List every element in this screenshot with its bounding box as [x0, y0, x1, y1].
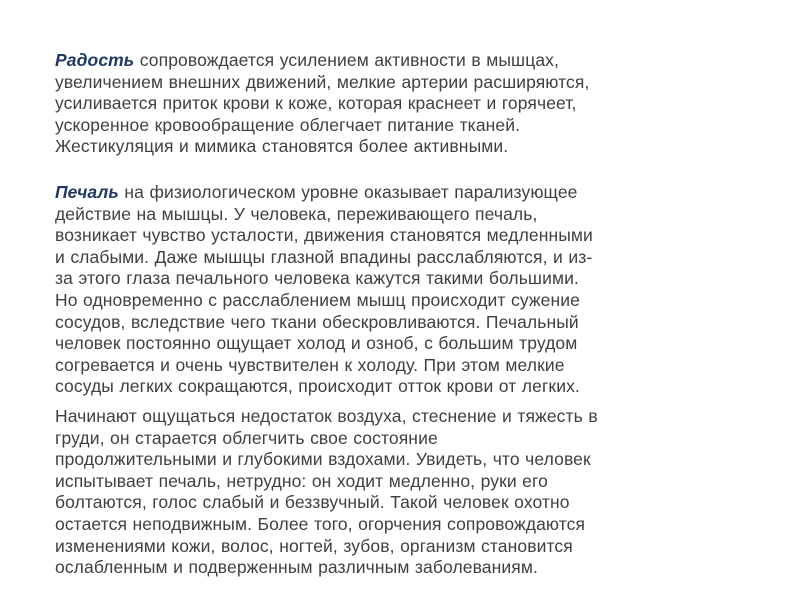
text-line: груди, он старается облегчить свое состояние	[55, 427, 438, 448]
text-line	[55, 182, 725, 204]
paragraph-joy	[55, 50, 725, 158]
paragraph-sadness	[55, 182, 725, 398]
text-line: усиливается приток крови к коже, которая краснеет и горячеет,	[55, 93, 577, 114]
text-line: ослабленным и подверженным различным заболеваниям.	[55, 557, 538, 578]
text-line: сосуды легких сокращаются, происходит отток крови от легких.	[55, 376, 580, 397]
text-line: за этого глаза печального человека кажутся такими большими.	[55, 268, 579, 289]
text-fragment: сопровождается усилением активности в мышцах,	[134, 50, 559, 70]
text-line: продолжительными и глубокими вздохами. Увидеть, что человек	[55, 449, 591, 470]
text-line: болтаются, голос слабый и беззвучный. Такой человек охотно	[55, 492, 570, 513]
text-line: согревается и очень чувствителен к холоду. При этом мелкие	[55, 354, 565, 375]
text-line: действие на мышцы. У человека, переживающего печаль,	[55, 203, 538, 224]
text-line: сосудов, вследствие чего ткани обескровливаются. Печальный	[55, 311, 579, 332]
paragraph-breath	[55, 406, 725, 579]
text-line: человек постоянно ощущает холод и озноб, с большим трудом	[55, 333, 578, 354]
text-line: увеличением внешних движений, мелкие артерии расширяются,	[55, 71, 590, 92]
text-line: возникает чувство усталости, движения становятся медленными	[55, 225, 593, 246]
keyword-sadness: Печаль	[55, 182, 119, 202]
text-line: Начинают ощущаться недостаток воздуха, стеснение и тяжесть в	[55, 406, 598, 426]
text-fragment: на физиологическом уровне оказывает парализующее	[118, 182, 578, 202]
text-line: ускоренное кровообращение облегчает питание тканей.	[55, 114, 521, 135]
text-line: остается неподвижным. Более того, огорчения сопровождаются	[55, 513, 586, 534]
text-line: испытывает печаль, нетрудно: он ходит медленно, руки его	[55, 470, 548, 491]
text-line: Но одновременно с расслаблением мышц происходит сужение	[55, 289, 580, 310]
text-line: изменениями кожи, волос, ногтей, зубов, организм становится	[55, 535, 573, 556]
keyword-joy: Радость	[55, 50, 135, 70]
text-line: Жестикуляция и мимика становятся более активными.	[55, 136, 509, 157]
text-line	[55, 50, 725, 72]
text-line: и слабыми. Даже мышцы глазной впадины расслабляются, и из-	[55, 246, 593, 267]
